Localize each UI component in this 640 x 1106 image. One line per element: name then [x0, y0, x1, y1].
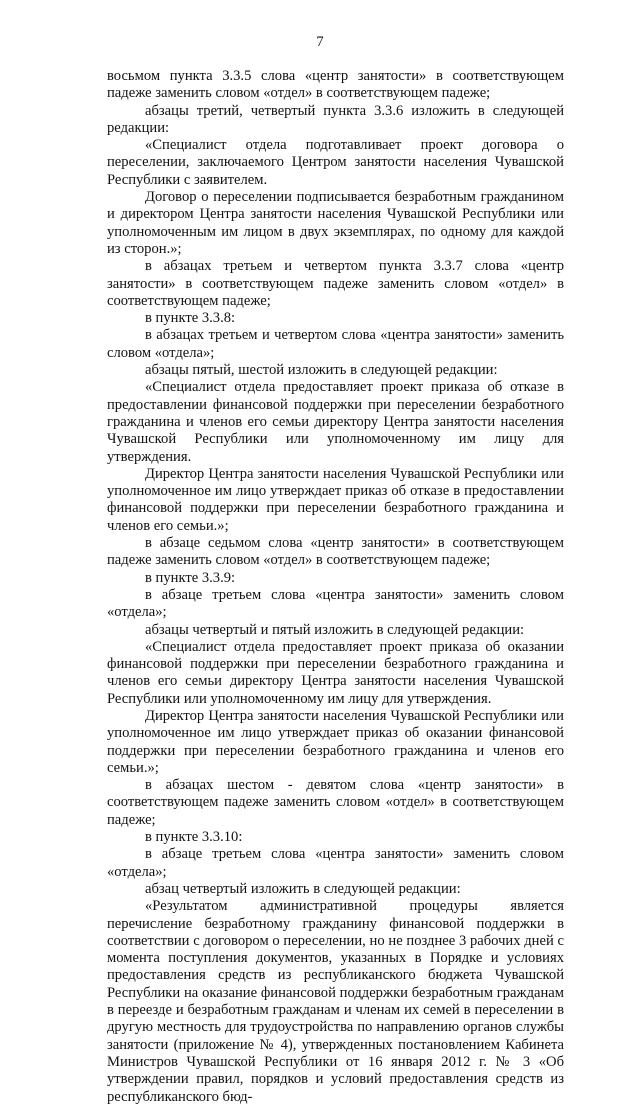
paragraph: «Специалист отдела предоставляет проект приказа об отказе в предоставлении финансовой поддержки при переселении безработного гражданина и членов его семьи директору Центра занятости населения Чувашской Республики или уполномоченному им лицу для утверждения. [107, 379, 564, 465]
paragraph: в пункте 3.3.8: [145, 310, 236, 327]
paragraph: в абзаце третьем слова «центра занятости» заменить словом «отдела»; [107, 586, 564, 621]
paragraph: абзацы третий, четвертый пункта 3.3.6 изложить в следующей редакции: [107, 102, 564, 136]
paragraph: в пункте 3.3.10: [145, 829, 243, 846]
paragraph: «Результатом административной процедуры является перечисление безработному гражданину финансовой поддержки в соответствии с договором о переселении, но не позднее 3 рабочих дней с момента поступления документов, указанных в Порядке и условиях предоставления средств из республиканского бюджета Чувашской Республики на оказание финансовой поддержки безработным гражданам в переезде и безработным гражданам и членам их семей в переселении в другую местность для трудоустройства по направлению органов службы занятости (приложение № 4), утвержденных постановлением Кабинета Министров Чувашской Республики от 16 января 2012 г. № 3 «Об утверждении правил, порядков и условий предоставления средств из республиканского бюд- [107, 898, 564, 1105]
paragraph: в абзацах третьем и четвертом пункта 3.3.7 слова «центр занятости» в соответствующем падеже заменить словом «отдел» в соответствующем падеже; [107, 258, 564, 309]
paragraph: восьмом пункта 3.3.5 слова «центр занятости» в соответствующем падеже заменить словом «отдел» в соответствующем падеже; [107, 68, 564, 102]
paragraph: в абзацах шестом - девятом слова «центр занятости» в соответствующем падеже заменить словом «отдел» в соответствующем падеже; [107, 777, 564, 828]
paragraph: в пункте 3.3.9: [145, 569, 236, 586]
paragraph: в абзаце третьем слова «центра занятости» заменить словом «отдела»; [107, 846, 564, 880]
paragraph: Директор Центра занятости населения Чувашской Республики или уполномоченное им лицо утверждает приказ об отказе в предоставлении финансовой поддержки при переселении безработного гражданина и членов его семьи.»; [107, 465, 564, 534]
paragraph: абзац четвертый изложить в следующей редакции: [145, 880, 461, 897]
paragraph: «Специалист отдела предоставляет проект приказа об оказании финансовой поддержки при переселении безработного гражданина и членов его семьи директору Центра занятости населения Чувашской Республики или уполномоченному им лицу для утверждения. [107, 638, 564, 707]
paragraph: абзацы четвертый и пятый изложить в следующей редакции: [145, 621, 525, 638]
paragraph: Директор Центра занятости населения Чувашской Республики или уполномоченное им лицо утверждает приказ об оказании финансовой поддержки при переселении безработного гражданина и членов его семьи.»; [107, 707, 564, 776]
paragraph: в абзаце седьмом слова «центр занятости» в соответствующем падеже заменить словом «отдел» в соответствующем падеже; [107, 535, 564, 569]
page-number: 7 [316, 34, 324, 50]
paragraph: в абзацах третьем и четвертом слова «центра занятости» заменить словом «отдела»; [107, 327, 564, 361]
paragraph: абзацы пятый, шестой изложить в следующей редакции: [145, 362, 498, 379]
document-body [107, 68, 564, 1106]
paragraph: Договор о переселении подписывается безработным гражданином и директором Центра занятости населения Чувашской Республики или уполномоченным им лицом в двух экземплярах, по одному для каждой из сторон.»; [107, 189, 564, 257]
paragraph: «Специалист отдела подготавливает проект договора о переселении, заключаемого Центром занятости населения Чувашской Республики с заявителем. [107, 137, 564, 188]
